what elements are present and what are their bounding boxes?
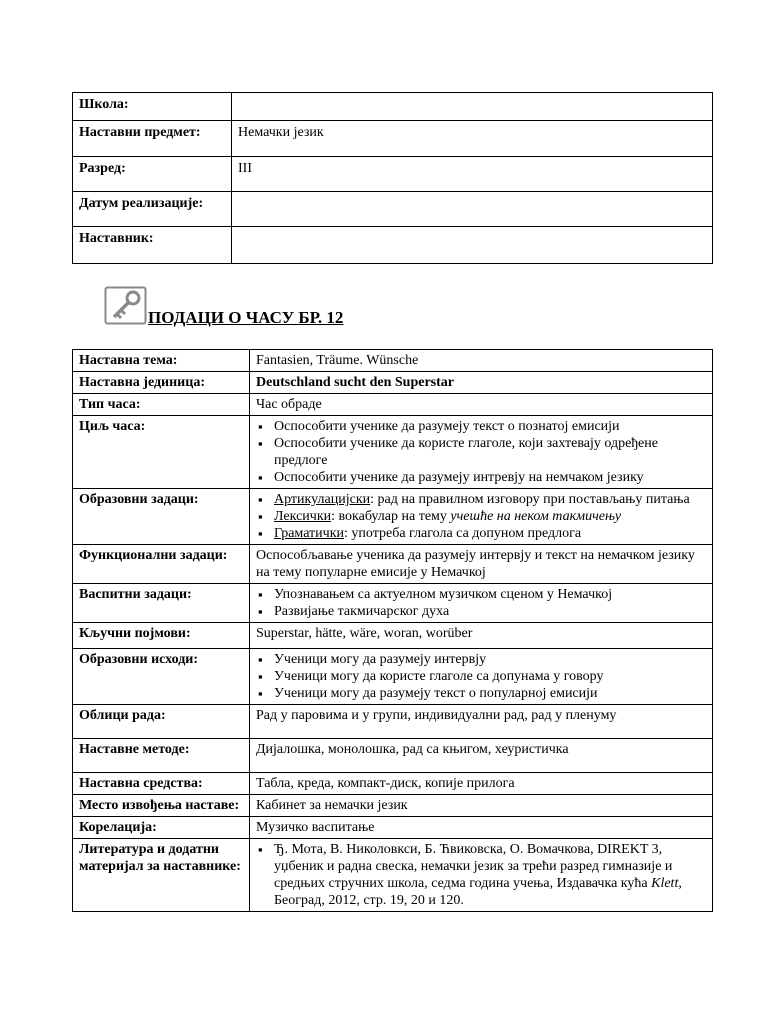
row-label: Наставна јединица: — [73, 372, 250, 394]
info-label: Разред: — [73, 157, 232, 192]
row-unit — [73, 372, 713, 394]
row-value: Рад у паровима и у групи, индивидуални рад, рад у пленуму — [250, 705, 713, 739]
info-value — [232, 227, 713, 264]
task-key: Лексички — [274, 509, 332, 524]
list-item: ▪ Ученици могу да разумеју интервју — [256, 651, 706, 668]
row-value — [250, 839, 713, 912]
row-key-terms — [73, 623, 713, 649]
task-key: Граматички — [274, 526, 344, 541]
list-item: ▪ Развијање такмичарског духа — [256, 603, 706, 620]
info-row-date — [73, 192, 713, 227]
row-value: Музичко васпитање — [250, 817, 713, 839]
row-value: Оспособљавање ученика да разумеју интервју и текст на немачком језику на тему популарне емисије у Немачкој — [250, 545, 713, 584]
task-key: Артикулацијски — [274, 492, 371, 507]
info-row-subject — [73, 121, 713, 157]
row-label: Наставна средства: — [73, 773, 250, 795]
row-value: Табла, креда, компакт-диск, копије прилога — [250, 773, 713, 795]
row-value — [250, 584, 713, 623]
row-functional-tasks — [73, 545, 713, 584]
row-correlation — [73, 817, 713, 839]
row-value — [250, 416, 713, 489]
row-work-forms — [73, 705, 713, 739]
task-text: : вокабулар на тему — [331, 509, 451, 524]
key-icon — [104, 286, 148, 326]
row-label: Васпитни задаци: — [73, 584, 250, 623]
row-location — [73, 795, 713, 817]
list-item — [256, 525, 706, 542]
info-row-teacher — [73, 227, 713, 264]
row-label: Наставне методе: — [73, 739, 250, 773]
row-label: Циљ часа: — [73, 416, 250, 489]
info-value: Немачки језик — [232, 121, 713, 157]
row-label: Литература и додатни материјал за наставнике: — [73, 839, 250, 912]
list-item: ▪ Ученици могу да користе глаголе са допунама у говору — [256, 668, 706, 685]
row-value — [250, 649, 713, 705]
row-label: Функционални задаци: — [73, 545, 250, 584]
row-label: Место извођења наставе: — [73, 795, 250, 817]
list-item: ▪ Упознавањем са актуелном музичком сценом у Немачкој — [256, 586, 706, 603]
row-value: Дијалошка, монолошка, рад са књигом, хеуристичка — [250, 739, 713, 773]
row-value: Fantasien, Träume. Wünsche — [250, 350, 713, 372]
info-label: Датум реализације: — [73, 192, 232, 227]
row-label: Кључни појмови: — [73, 623, 250, 649]
list-item: ▪ Оспособити ученике да користе глаголе, који захтевају одређене предлоге — [256, 435, 706, 469]
school-info-table — [72, 92, 713, 264]
row-methods — [73, 739, 713, 773]
row-goal — [73, 416, 713, 489]
row-label: Тип часа: — [73, 394, 250, 416]
row-value — [250, 489, 713, 545]
row-upbringing-tasks — [73, 584, 713, 623]
goal-list — [256, 418, 706, 486]
info-value — [232, 192, 713, 227]
row-resources — [73, 773, 713, 795]
row-value: Superstar, hätte, wäre, woran, worüber — [250, 623, 713, 649]
info-label: Наставни предмет: — [73, 121, 232, 157]
row-topic — [73, 350, 713, 372]
info-label: Школа: — [73, 93, 232, 121]
educational-tasks-list — [256, 491, 706, 542]
outcomes-list — [256, 651, 706, 702]
list-item — [256, 841, 706, 909]
literature-list — [256, 841, 706, 909]
task-text: : рад на правилном изговору при постављању питања — [370, 492, 690, 507]
publisher-name: Klett — [651, 876, 679, 891]
row-educational-tasks — [73, 489, 713, 545]
row-outcomes — [73, 649, 713, 705]
row-lesson-type — [73, 394, 713, 416]
upbringing-list — [256, 586, 706, 620]
list-item: ▪ Оспособити ученике да разумеју текст о познатој емисији — [256, 418, 706, 435]
info-row-school — [73, 93, 713, 121]
row-label: Наставна тема: — [73, 350, 250, 372]
lesson-table — [72, 349, 713, 912]
row-label: Облици рада: — [73, 705, 250, 739]
row-label: Корелација: — [73, 817, 250, 839]
list-item: ▪ Оспособити ученике да разумеју интревју на немчаком језику — [256, 469, 706, 486]
list-item: ▪ Ученици могу да разумеју текст о популарној емисији — [256, 685, 706, 702]
info-value: III — [232, 157, 713, 192]
list-item — [256, 491, 706, 508]
list-item — [256, 508, 706, 525]
info-value — [232, 93, 713, 121]
literature-text: Ђ. Мота, В. Николовкси, Б. Ћвиковска, О. Вомачкова, DIREKT 3, уџбеник и радна свеска, немачки језик за трећи разред гимназије и средњих стручних школа, седма година учења, Издавачка кућа — [274, 842, 673, 891]
page-title: ПОДАЦИ О ЧАСУ БР. 12 — [148, 308, 344, 327]
task-emphasis: учешће на неком такмичењу — [450, 509, 622, 524]
info-row-grade — [73, 157, 713, 192]
row-label: Образовни исходи: — [73, 649, 250, 705]
row-literature — [73, 839, 713, 912]
row-value: Кабинет за немачки језик — [250, 795, 713, 817]
row-value: Deutschland sucht den Superstar — [250, 372, 713, 394]
literature-text-end: , Београд, 2012, стр. 19, 20 и 120. — [274, 876, 682, 908]
row-value: Час обраде — [250, 394, 713, 416]
task-text: : употреба глагола са допуном предлога — [344, 526, 582, 541]
row-label: Образовни задаци: — [73, 489, 250, 545]
info-label: Наставник: — [73, 227, 232, 264]
